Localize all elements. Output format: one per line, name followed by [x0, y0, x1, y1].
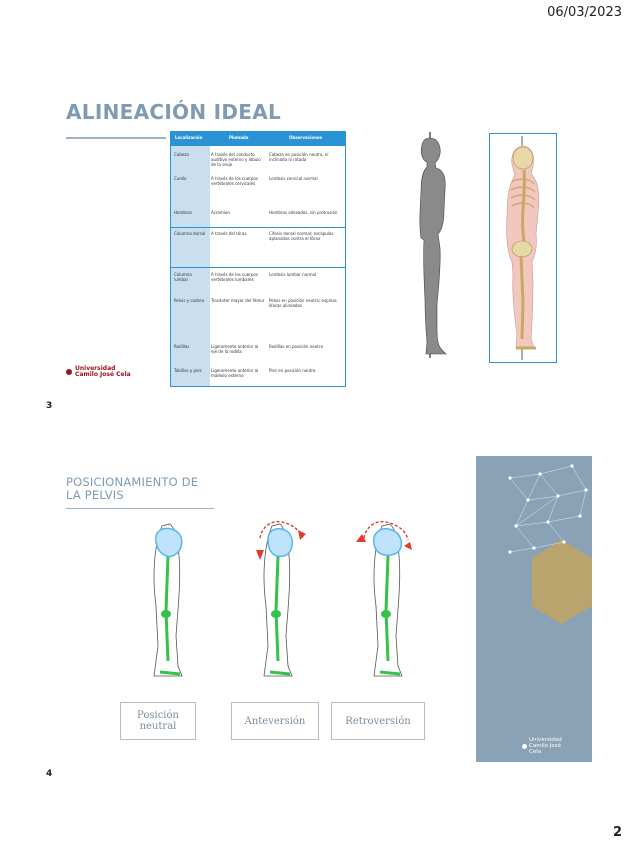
table-cell: A través de los cuerpos vertebrales cervicales: [211, 176, 265, 186]
table-cell: Pelvis y cadera: [174, 298, 205, 303]
label-text: Retroversión: [345, 715, 411, 727]
table-cell: Hombros alineados, sin protrusión: [269, 210, 343, 215]
label-text: neutral: [139, 721, 177, 732]
table-cell: Columna lumbar: [174, 272, 192, 282]
table-cell: Pies en posición neutra: [269, 368, 343, 373]
title-line: POSICIONAMIENTO DE: [66, 475, 199, 489]
table-header-cell: Plomada: [229, 135, 249, 140]
logo-text: Universidad Camilo José Cela: [75, 365, 131, 378]
pelvis-icon: [512, 241, 532, 257]
spine-icon: [523, 170, 525, 242]
network-pattern-graphic: [476, 456, 592, 762]
table-header: [171, 132, 345, 146]
pelvis-icon: [156, 529, 182, 557]
slide-title: ALINEACIÓN IDEAL: [66, 100, 282, 124]
slide-number: 4: [46, 769, 53, 779]
table-cell: Tobillos y pies: [174, 368, 202, 373]
document-date: 06/03/2023: [547, 5, 622, 20]
arrow-down-icon: [256, 550, 264, 560]
skeleton-image-frame: [489, 133, 557, 363]
table-header-cell: Localización: [175, 135, 203, 140]
university-logo: [66, 366, 133, 378]
title-underline: [66, 137, 166, 139]
skeleton-lateral-figure: [490, 134, 556, 362]
table-cell: Cabeza: [174, 152, 189, 157]
decorative-side-banner: [476, 456, 592, 762]
table-cell: Lordosis lumbar normal: [269, 272, 343, 277]
table-cell: Ligeramente anterior al eje de la rodilla: [211, 344, 265, 354]
neutral-pelvis-figure: [154, 524, 182, 676]
title-line: LA PELVIS: [66, 488, 124, 502]
title-underline: [66, 508, 214, 509]
pelvis-positions-illustration: [120, 516, 440, 686]
label-text: Anteversión: [244, 715, 306, 727]
anteversion-pelvis-figure: [256, 522, 306, 676]
label-neutral-position: [120, 702, 196, 740]
logo-text: Universidad Camilo José Cela: [529, 737, 562, 755]
label-anteversion: [231, 702, 319, 740]
pelvis-icon: [374, 529, 402, 556]
network-nodes: [508, 464, 587, 553]
slide-number: 3: [46, 401, 53, 411]
table-cell: Ligeramente anterior al maléolo externo: [211, 368, 265, 378]
skull-icon: [513, 147, 533, 169]
arrow-down-icon: [404, 542, 412, 550]
table-cell: Lordosis cervical normal: [269, 176, 343, 181]
table-cell: Cuello: [174, 176, 187, 181]
hexagon-shape: [532, 540, 592, 624]
silhouette-shape: [420, 138, 446, 354]
table-header-cell: Observaciones: [289, 135, 323, 140]
table-cell: Trocánter mayor del fémur: [211, 298, 265, 303]
table-cell: Pelvis en posición neutra; espinas ilíacas alineadas: [269, 298, 343, 308]
label-retroversion: [331, 702, 425, 740]
logo-mark-icon: [522, 744, 527, 749]
table-cell: Rodillas en posición neutra: [269, 344, 343, 349]
page-number: 2: [612, 825, 622, 840]
table-cell: A través del conducto auditivo externo y lóbulo de la oreja: [211, 152, 265, 167]
retroversion-pelvis-figure: [356, 522, 412, 676]
table-cell: Acromion: [211, 210, 265, 215]
table-cell: A través de los cuerpos vertebrales lumbares: [211, 272, 265, 282]
body-silhouette-figure: [408, 130, 458, 360]
logo-mark-icon: [66, 369, 72, 375]
table-cell: Rodillas: [174, 344, 190, 349]
slide-title: [66, 476, 198, 502]
label-text: Posición: [137, 710, 179, 721]
banner-university-logo: [522, 737, 565, 755]
table-cell: Hombros: [174, 210, 192, 215]
arrow-right-icon: [298, 530, 306, 540]
alignment-table: [170, 131, 346, 387]
pelvis-icon: [268, 529, 292, 557]
table-cell: Cifosis dorsal normal; escápulas aplanadas contra el tórax: [269, 231, 343, 241]
table-cell: A través del tórax: [211, 231, 265, 236]
table-cell: Cabeza en posición neutra, ni inclinada ni rotada: [269, 152, 343, 162]
table-cell: Columna dorsal: [174, 231, 206, 236]
